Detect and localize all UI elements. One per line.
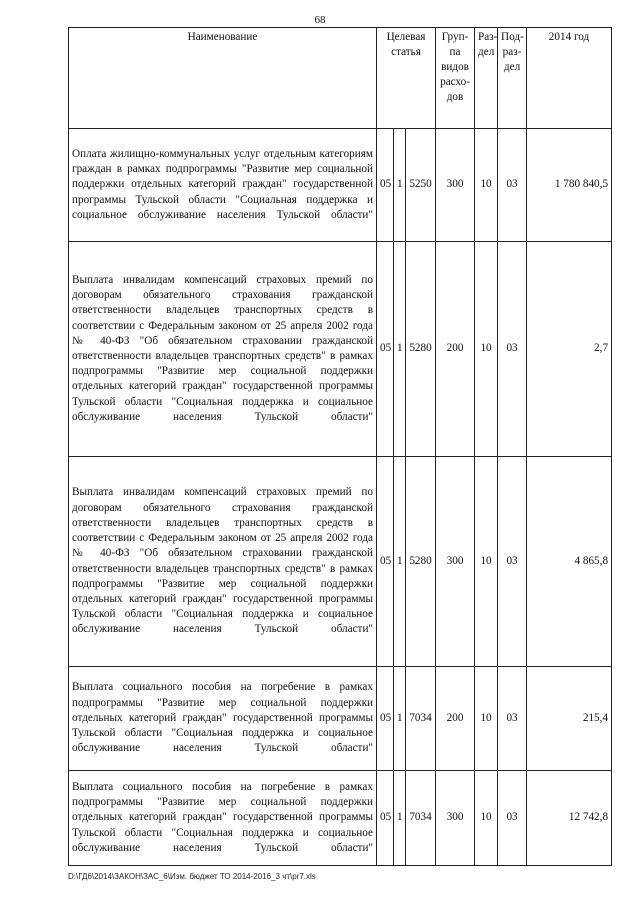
row-expense-group: 200 (436, 242, 475, 457)
row-subsection: 03 (498, 129, 527, 242)
row-name: Оплата жилищно-коммунальных услуг отдельным категориям граждан в рамках подпрограммы "Развитие мер социальной поддержки отдельных категорий граждан" государственной программы Тульской области "Социальная поддержка и социальное обслуживание населения Тульской области" (69, 129, 377, 242)
row-cs3: 7034 (406, 667, 436, 771)
row-expense-group: 300 (436, 129, 475, 242)
row-subsection: 03 (498, 667, 527, 771)
row-name: Выплата социального пособия на погребение в рамках подпрограммы "Развитие мер социальной поддержки отдельных категорий граждан" государственной программы Тульской области "Социальная поддержка и социальное обслуживание населения Тульской области" (69, 667, 377, 771)
table-row (69, 667, 612, 771)
row-section: 10 (475, 242, 498, 457)
row-name: Выплата инвалидам компенсаций страховых премий по договорам обязательного страхования гражданской ответственности владельцев транспортных средств в соответствии с Федеральным законом от 25 апреля 2002 года № 40-ФЗ "Об обязательном страховании гражданской ответственности владельцев транспортных средств" в рамках подпрограммы "Развитие мер социальной поддержки отдельных категорий граждан" государственной программы Тульской области "Социальная поддержка и социальное обслуживание населения Тульской области" (69, 457, 377, 667)
header-target-article: Целевая статья (377, 28, 436, 129)
row-cs2: 1 (394, 771, 406, 866)
table-row (69, 242, 612, 457)
row-cs3: 5250 (406, 129, 436, 242)
row-section: 10 (475, 129, 498, 242)
table-row (69, 771, 612, 866)
row-expense-group: 300 (436, 771, 475, 866)
budget-table (68, 27, 612, 866)
row-cs2: 1 (394, 457, 406, 667)
file-path-footer: D:\ГД6\2014\ЗАКОН\ЗАС_6\Изм. бюджет ТО 2014-2016_3 чт\pr7.xls (68, 872, 316, 881)
row-subsection: 03 (498, 242, 527, 457)
header-year: 2014 год (527, 28, 612, 129)
row-cs1: 05 (377, 129, 394, 242)
table-row (69, 129, 612, 242)
row-expense-group: 300 (436, 457, 475, 667)
row-amount: 4 865,8 (527, 457, 612, 667)
row-cs1: 05 (377, 667, 394, 771)
header-name: Наименование (69, 28, 377, 129)
row-amount: 12 742,8 (527, 771, 612, 866)
row-name: Выплата инвалидам компенсаций страховых премий по договорам обязательного страхования гражданской ответственности владельцев транспортных средств в соответствии с Федеральным законом от 25 апреля 2002 года № 40-ФЗ "Об обязательном страховании гражданской ответственности владельцев транспортных средств" в рамках подпрограммы "Развитие мер социальной поддержки отдельных категорий граждан" государственной программы Тульской области "Социальная поддержка и социальное обслуживание населения Тульской области" (69, 242, 377, 457)
row-cs2: 1 (394, 667, 406, 771)
row-cs1: 05 (377, 242, 394, 457)
row-cs1: 05 (377, 771, 394, 866)
row-cs3: 7034 (406, 771, 436, 866)
header-expense-group: Груп-па видов расхо-дов (436, 28, 475, 129)
row-section: 10 (475, 667, 498, 771)
row-cs2: 1 (394, 242, 406, 457)
row-cs1: 05 (377, 457, 394, 667)
row-cs3: 5280 (406, 457, 436, 667)
row-cs2: 1 (394, 129, 406, 242)
page-number: 68 (314, 14, 326, 26)
row-section: 10 (475, 771, 498, 866)
header-row (69, 28, 612, 129)
row-name: Выплата социального пособия на погребение в рамках подпрограммы "Развитие мер социальной поддержки отдельных категорий граждан" государственной программы Тульской области "Социальная поддержка и социальное обслуживание населения Тульской области" (69, 771, 377, 866)
row-amount: 1 780 840,5 (527, 129, 612, 242)
row-subsection: 03 (498, 457, 527, 667)
header-section: Раз-дел (475, 28, 498, 129)
row-cs3: 5280 (406, 242, 436, 457)
row-section: 10 (475, 457, 498, 667)
table-row (69, 457, 612, 667)
row-expense-group: 200 (436, 667, 475, 771)
row-amount: 215,4 (527, 667, 612, 771)
header-subsection: Под-раз-дел (498, 28, 527, 129)
row-subsection: 03 (498, 771, 527, 866)
row-amount: 2,7 (527, 242, 612, 457)
